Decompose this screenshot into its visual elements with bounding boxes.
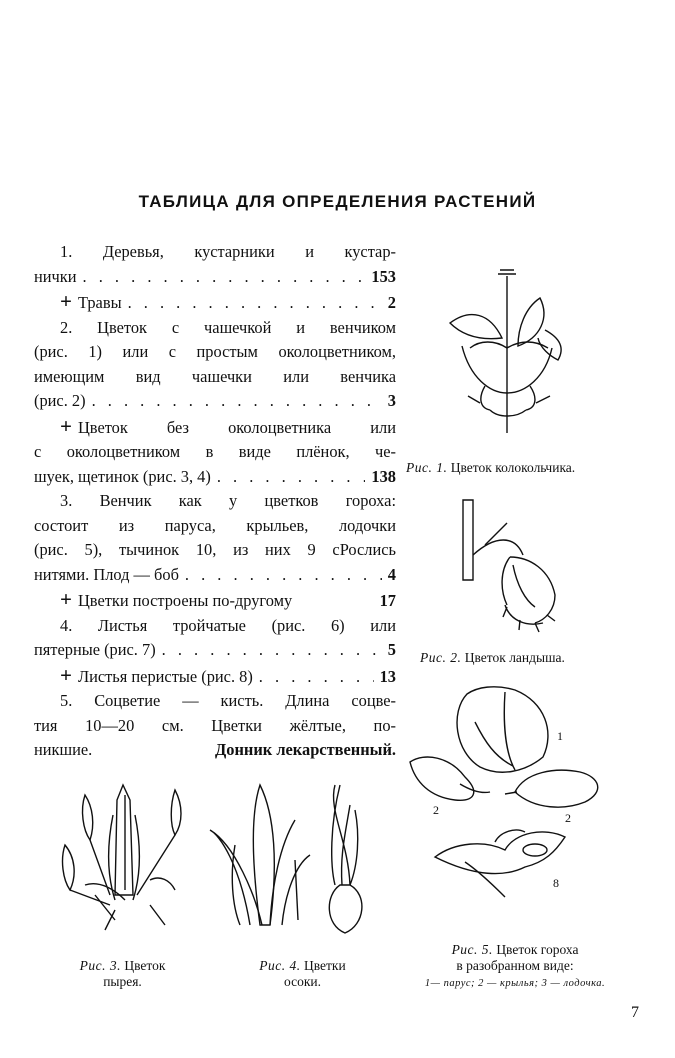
figure-caption bbox=[55, 958, 190, 990]
figure-legend: 1— парус; 2 — крылья; 3 — лодочка. bbox=[424, 978, 606, 989]
key-line bbox=[34, 738, 396, 763]
key-line: с околоцветником в виде плёнок, че- bbox=[34, 442, 396, 461]
key-text-fragment: Травы bbox=[77, 293, 122, 312]
key-text-fragment: (рис. 2) bbox=[34, 391, 86, 410]
key-text-fragment: никшие. bbox=[34, 740, 93, 759]
dot-leader bbox=[162, 638, 382, 663]
key-text-fragment: шуек, щетинок (рис. 3, 4) bbox=[34, 466, 211, 486]
sedge-illustration bbox=[200, 785, 385, 935]
key-line bbox=[34, 289, 396, 316]
key-line: 4. Листья тройчатые (рис. 6) или bbox=[60, 615, 396, 635]
key-line: 5. Соцветие — кисть. Длина соцве- bbox=[60, 691, 396, 710]
key-text-fragment: Листья перистые (рис. 8) bbox=[77, 666, 253, 686]
plant-name: Донник лекарственный. bbox=[214, 740, 396, 759]
key-reference: 3 bbox=[387, 391, 396, 410]
key-line bbox=[34, 563, 396, 588]
plus-icon: + bbox=[60, 662, 72, 687]
part-label: 8 bbox=[553, 876, 559, 890]
key-reference: 2 bbox=[387, 293, 396, 312]
key-text-fragment: нички bbox=[34, 266, 77, 286]
figure-text: Цветок колокольчика. bbox=[450, 460, 576, 475]
key-line bbox=[34, 638, 396, 663]
dot-leader bbox=[259, 665, 374, 690]
key-line bbox=[34, 265, 396, 290]
plus-icon: + bbox=[60, 289, 72, 313]
figure-number: Рис. 5. bbox=[451, 942, 493, 957]
figure-text: Цветок ландыша. bbox=[464, 650, 565, 665]
key-text-fragment: Цветок без околоцветника или bbox=[77, 417, 396, 437]
key-text bbox=[34, 240, 396, 763]
lily-of-the-valley-illustration bbox=[455, 495, 565, 635]
figure-text: Цветки bbox=[304, 958, 346, 973]
page-title: ТАБЛИЦА ДЛЯ ОПРЕДЕЛЕНИЯ РАСТЕНИЙ bbox=[138, 192, 537, 211]
figure-number: Рис. 1. bbox=[406, 460, 448, 475]
part-label: 2 bbox=[433, 803, 439, 817]
part-label: 1 bbox=[557, 729, 563, 743]
key-text-fragment: Цветки построены по-другому bbox=[77, 591, 293, 610]
part-label: 2 bbox=[565, 811, 571, 825]
figure-text: Цветок bbox=[124, 958, 166, 973]
key-line: имеющим вид чашечки или венчика bbox=[34, 366, 396, 386]
key-reference: 4 bbox=[387, 564, 396, 584]
key-line: состоит из паруса, крыльев, лодочки bbox=[34, 515, 396, 535]
key-line bbox=[34, 465, 396, 490]
key-line: 1. Деревья, кустарники и кустар- bbox=[60, 242, 396, 261]
bellflower-illustration bbox=[440, 268, 570, 438]
key-line: 3. Венчик как у цветков гороха: bbox=[60, 491, 396, 510]
page-number: 7 bbox=[631, 1004, 639, 1021]
figure-number: Рис. 4. bbox=[259, 958, 301, 973]
key-reference: 138 bbox=[371, 466, 396, 486]
key-line: тия 10—20 см. Цветки жёлтые, по- bbox=[34, 715, 396, 735]
key-line bbox=[34, 663, 396, 690]
key-line bbox=[34, 587, 396, 614]
key-line: 2. Цветок с чашечкой и венчиком bbox=[60, 317, 396, 337]
figure-caption bbox=[410, 942, 620, 992]
figure-text: в разобранном виде: bbox=[456, 958, 574, 973]
dot-leader bbox=[185, 563, 382, 588]
key-reference: 17 bbox=[379, 591, 396, 610]
key-text-fragment: нитями. Плод — боб bbox=[34, 564, 179, 584]
key-line: (рис. 5), тычинок 10, из них 9 сРослись bbox=[34, 540, 396, 559]
figure-caption bbox=[420, 650, 565, 666]
figure-text: пырея. bbox=[103, 974, 142, 989]
key-text-fragment: пятерные (рис. 7) bbox=[34, 640, 156, 659]
dot-leader bbox=[92, 389, 382, 414]
plus-icon: + bbox=[60, 413, 72, 438]
figure-number: Рис. 2. bbox=[420, 650, 462, 665]
figure-caption bbox=[406, 460, 575, 476]
dot-leader bbox=[83, 265, 366, 290]
couch-grass-illustration bbox=[55, 785, 190, 935]
dot-leader bbox=[128, 291, 382, 316]
key-line bbox=[34, 414, 396, 441]
key-line: (рис. 1) или с простым околоцветником, bbox=[34, 342, 396, 361]
key-reference: 5 bbox=[387, 640, 396, 659]
figure-number: Рис. 3. bbox=[79, 958, 121, 973]
dot-leader bbox=[217, 465, 366, 490]
figure-text: Цветок гороха bbox=[496, 942, 579, 957]
key-line bbox=[34, 389, 396, 414]
plus-icon: + bbox=[60, 587, 72, 611]
key-reference: 153 bbox=[371, 266, 396, 286]
pea-flower-illustration bbox=[405, 682, 610, 902]
figure-text: осоки. bbox=[284, 974, 321, 989]
key-reference: 13 bbox=[379, 666, 396, 686]
figure-caption bbox=[235, 958, 370, 990]
